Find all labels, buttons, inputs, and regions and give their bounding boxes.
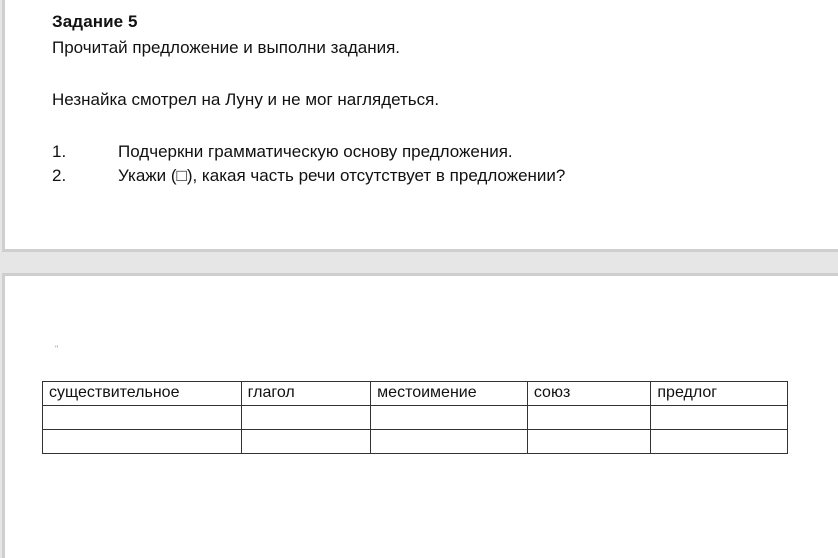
table-row <box>43 430 788 454</box>
answer-cell[interactable] <box>371 406 528 430</box>
task-item-2 <box>52 166 565 186</box>
header-cell-preposition: предлог <box>651 382 788 406</box>
answer-cell[interactable] <box>241 430 371 454</box>
task-item-text: Подчеркни грамматическую основу предложения. <box>118 142 513 161</box>
answer-cell[interactable] <box>527 406 651 430</box>
answer-cell[interactable] <box>43 406 242 430</box>
answer-cell[interactable] <box>371 430 528 454</box>
answer-cell[interactable] <box>527 430 651 454</box>
task-item-number: 2. <box>52 166 67 185</box>
task-sentence: Незнайка смотрел на Луну и не мог наглядеться. <box>52 90 440 109</box>
header-cell-pronoun: местоимение <box>371 382 528 406</box>
task-item-number: 1. <box>52 142 67 161</box>
header-cell-noun: существительное <box>43 382 242 406</box>
stray-mark: " <box>55 344 59 354</box>
task-title: Задание 5 <box>52 12 138 31</box>
parts-of-speech-table <box>42 381 788 454</box>
task-item-1 <box>52 142 513 162</box>
task-item-text: Укажи (□), какая часть речи отсутствует в предложении? <box>118 166 566 185</box>
header-cell-conjunction: союз <box>527 382 651 406</box>
header-cell-verb: глагол <box>241 382 371 406</box>
table-row <box>43 406 788 430</box>
task-instruction: Прочитай предложение и выполни задания. <box>52 38 401 57</box>
answer-cell[interactable] <box>651 430 788 454</box>
answer-cell[interactable] <box>43 430 242 454</box>
answer-cell[interactable] <box>241 406 371 430</box>
answer-cell[interactable] <box>651 406 788 430</box>
table-header-row <box>43 382 788 406</box>
